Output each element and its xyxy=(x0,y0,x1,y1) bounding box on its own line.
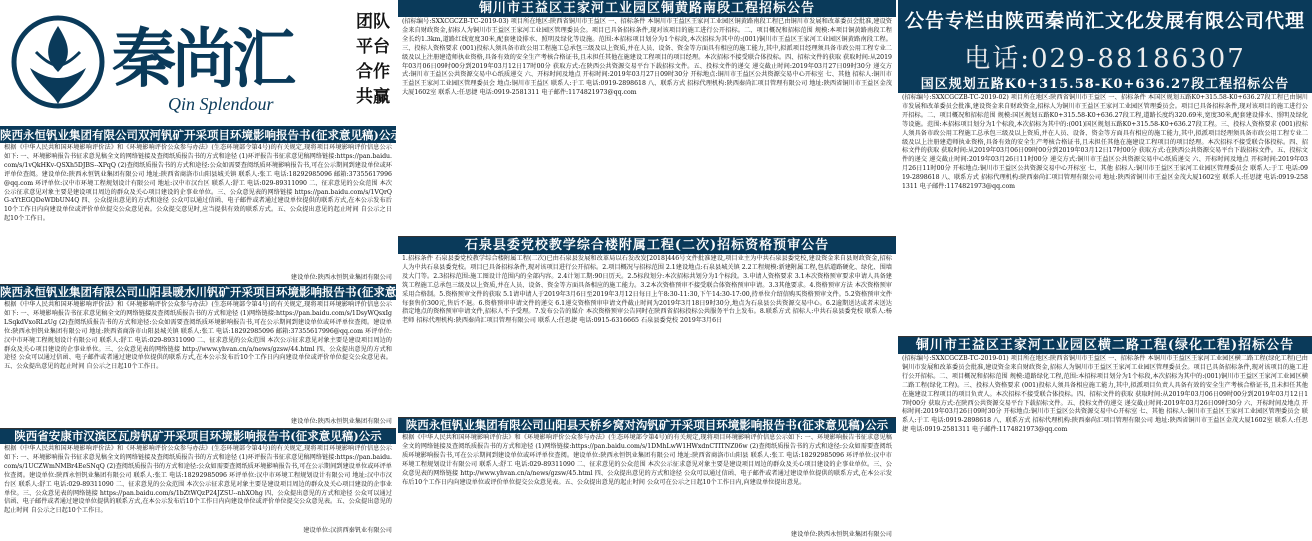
notice-title: 石泉县委党校教学综合楼附属工程(二次)招标资格预审公告 xyxy=(398,237,896,254)
logo-name-cn: 秦尚汇 xyxy=(112,22,292,97)
notice-tonghuang-road xyxy=(398,0,896,237)
notice-body: (招标编号:SXXCGCZB-TC-2019-01) 项目所在地区:陕西省铜川市王益区 一、招标条件 本铜川市王益区王家河工业园区横二路工程(绿化工程)已由铜川市发展和改革委员会批准,建设资金来自财政资金,招标人为铜川市王益区王家河工业园区管理委员会。项目已具备招标条件,现对该项目的施工进行公开招标。二、项目概况和招标范围 规模:道路绿化工程,范围:本招标项目划分为1个标段,本次招标为其中的:(001)铜川市王益区王家河工业园区横二路工程(绿化工程)。三、投标人资格要求 (001)投标人须具备相应施工能力,其中,拟派项目负责人具备有效的安全生产考核合格证书,且未担任其他在施建设工程项目的项目负责人。本次招标不接受联合体投标。四、招标文件的获取 获取时间:从2019年03月06日09时00分到2019年03月12日17时00分 获取方式:在陕西公共资源交易平台下载招标文件。五、投标文件的递交 递交截止时间:2019年03月26日09时30分 六、开标时间及地点 开标时间:2019年03月26日09时30分 开标地点:铜川市王益区公共资源交易中心开标室 七、其他 招标人:铜川市王益区王家河工业园区管理委员会 联系人:于工 电话:0919-2898618 八、联系方式 招标代理机构:陕西秦尚汇项目管理有限公司 地址:陕西省铜川市王益区金茂大厦1602室 联系人:任思捷 电话:0919-2581311 电子邮件:1174821973@qq.com xyxy=(902,355,1308,434)
notice-body: 1.招标条件 石泉县委党校教学综合楼附属工程(二次)已由石泉县发展和改革局以石发改发[2018]446号文件批准建设,项目业主为中共石泉县委党校,建设资金来自县财政资金,招标人为中共石泉县委党校。项目已具备招标条件,现对该项目进行公开招标。2.项目概况与招标范围 2.1建设地点:石泉县城关镇 2.2工程规模:新建附属工程,包括道路硬化、绿化、围墙及大门等。2.3招标范围:施工图设计范围内的全部内容。2.4计划工期:90日历天。2.5标段划分:本次招标共划分为1个标段。3.申请人资格要求 3.1本次资格预审要求申请人具备建筑工程施工总承包三级及以上资质,并在人员、设备、资金等方面具备相应的施工能力。3.2本次资格预审不接受联合体资格预审申请。3.3其他要求。4.资格预审方法 本次资格预审采用合格制。5.资格预审文件的获取 5.1请申请人于2019年3月6日至2019年3月12日每日上午8:30-11:30,下午14:30-17:00,持单位介绍信购买资格预审文件。5.2资格预审文件每套售价300元,售后不退。6.资格预审申请文件的递交 6.1递交资格预审申请文件截止时间为2019年3月18日9时30分,地点为石泉县公共资源交易中心。6.2逾期送达或者未送达指定地点的资格预审申请文件,招标人不予受理。7.发布公告的媒介 本次资格预审公告同时在陕西省招标投标公共服务平台上发布。8.联系方式 招标人:中共石泉县委党校 联系人:杨老师 招标代理机构:陕西秦尚汇项目管理有限公司 联系人:任思捷 电话:0915-6316665 石泉县委党校 2019年3月6日 xyxy=(402,255,892,325)
notice-wafang xyxy=(0,429,396,537)
notice-body: 根据《中华人民共和国环境影响评价法》和《环境影响评价公众参与办法》(生态环境部令第4号)的有关规定,现将项目环境影响评价信息公示如下: 一、环境影响报告书征求意见稿全文的网络链接及查阅纸质报告书的方式和途径 (1)网络链接:https://pan.baidu.com/s/1DsyWQsxIgLSqkdVxoRLzUg (2)查阅纸质报告书的方式和途径:公众如需要查阅纸质环境影响报告书,可在公示期间到建设单位或环评单位查阅。建设单位:陕西永恒钒业集团有限公司 地址:陕西省商洛市山阳县城关镇 联系人:张工 电话:18292985096 邮箱:37355617996@qq.com 环评单位:汉中市环境工程规划设计有限公司 联系人:舒工 电话:029-89311090 二、征求意见的公众范围 本次公示征求意见对象主要是建设项目周边的群众及关心项目建设的企事业单位。三、公众意见表的网络链接 http://www.yhvan.cn/a/news/gzsw/44.html 四、公众提出意见的方式和途径 公众可以通过信函、电子邮件或者通过建设单位提供的联系方式,在本公示发布后10个工作日内向建设单位或评价单位提交公众意见表。五、公众提出意见的起止时间 自公示之日起10个工作日。 xyxy=(4,301,392,371)
notice-title: 陕西省安康市汉滨区瓦房钒矿开采项目环境影响报告书(征求意见稿)公示 xyxy=(0,429,396,444)
notice-title: 陕西永恒钒业集团有限公司山阳县天桥乡窝对沟钒矿开采项目环境影响报告书(征求意见稿)公示 xyxy=(398,418,896,433)
middle-column xyxy=(398,0,896,540)
notice-signature: 建设单位:汉滨西秦钒业有限公司 xyxy=(303,527,392,534)
notice-shiquan-school xyxy=(398,237,896,418)
notice-body: (招标编号:SXXCGCZB-TC-2019-03) 项目所在地区:陕西省铜川市王益区 一、招标条件 本铜川市王益区王家河工业园区铜黄路南段工程已由铜川市发展和改革委员会批准,建设资金来自财政资金,招标人为铜川市王益区王家河工业园区管理委员会。项目已具备招标条件,现对该项目的施工进行公开招标。二、项目概况和招标范围 规模:本项目铜黄路南段工程全长约1.3km,道路红线宽度30米,配套建设排水、照明及绿化等设施。范围:本招标项目划分为1个标段,本次招标为其中的:(001)铜川市王益区王家河工业园区铜黄路南段工程。三、投标人资格要求 (001)投标人须具备市政公用工程施工总承包三级及以上资质,并在人员、设备、资金等方面具有相应的施工能力,其中,拟派项目经理须具备市政公用工程专业二级及以上注册建造师执业资格,具备有效的安全生产考核合格证书,且未担任其他在施建设工程项目的项目经理。本次招标不接受联合体投标。四、招标文件的获取 获取时间:从2019年03月06日09时00分到2019年03月12日17时00分 获取方式:在陕西公共资源交易平台下载招标文件。五、投标文件的递交 递交截止时间:2019年03月27日09时30分 递交方式:铜川市王益区公共资源交易中心纸质递交 六、开标时间及地点 开标时间:2019年03月27日09时30分 开标地点:铜川市王益区公共资源交易中心开标室 七、其他 招标人:铜川市王益区王家河工业园区管理委员会 地点:铜川市王益区 联系人:于工 电话:0919-2898618 八、联系方式 招标代理机构:陕西秦尚汇项目管理有限公司 地址:陕西省铜川市王益区金茂大厦1602室 联系人:任思捷 电话:0919-2581311 电子邮件:1174821973@qq.com xyxy=(402,18,892,97)
notice-woduigou xyxy=(398,418,896,540)
left-column xyxy=(0,0,448,540)
notice-title: 陕西永恒钒业集团有限公司山阳县暖水川钒矿开采项目环境影响报告书(征求意见稿)公示 xyxy=(0,285,448,299)
agency-ad-phone: 电话:029-88186307 xyxy=(964,44,1246,74)
right-column xyxy=(898,0,1312,540)
notice-body: 根据《中华人民共和国环境影响评价法》和《环境影响评价公众参与办法》(生态环境部令第4号)的有关规定,现将项目环境影响评价信息公示如下: 一、环境影响报告书征求意见稿全文的网络链接及查阅纸质报告书的方式和途径 (1)环评报告书征求意见稿网络链接:https://pan.baidu.com/s/1vQkHKv-QSXh5DJBS--XPqQ (2)查阅纸质报告书的方式和途径:公众如需要查阅纸质环境影响报告书,可在公示期间到建设单位或环评单位查阅。建设单位:陕西永恒钒业集团有限公司 地址:陕西省商洛市山阳县城关镇 联系人:张工 电话:18292985096 邮箱:37355617996@qq.com 环评单位:汉中市环境工程规划设计有限公司 地址:汉中市汉台区 联系人:舒工 电话:029-89311090 二、征求意见的公众范围 本次公示征求意见对象主要是建设项目周边的群众及关心项目建设的企事业单位。三、公众意见表的网络链接 https://pan.baidu.com/s/1VQrQG-xYtEGQDeWDbUN4Q 四、公众提出意见的方式和途径 公众可以通过信函、电子邮件或者通过建设单位提供的联系方式,在本公示发布后10个工作日内向建设单位或评价单位提交公众意见表。公众提交意见时,应当提供有效的联系方式。五、公众提出意见的起止时间 自公示之日起10个工作日。 xyxy=(4,144,392,223)
notice-title: 铜川市王益区王家河工业园区横二路工程(绿化工程)招标公告 xyxy=(898,337,1312,354)
notice-signature: 建设单位:陕西永恒钒业集团有限公司 xyxy=(790,531,892,538)
notice-signature: 建设单位:陕西永恒钒业集团有限公司 xyxy=(290,274,392,281)
slogan-line: 共赢 xyxy=(356,87,390,107)
logo-name-en: Qin Splendour xyxy=(168,94,274,114)
notice-body: (招标编号:SXXCGCZB-TC-2019-02) 项目所在地区:陕西省铜川市王益区 一、招标条件 本国区规划五路K0+315.58-K0+636.27段工程已由铜川市发展和改革委员会批准,建设资金来自财政资金,招标人为铜川市王益区王家河工业园区管理委员会。项目已具备招标条件,现对该项目的施工进行公开招标。二、项目概况和招标范围 规模:国区规划五路K0+315.58-K0+636.27段工程,道路长度约320.69米,宽度30米,配套建设排水、照明及绿化等设施。范围:本招标项目划分为1个标段,本次招标为其中的:(001)国区规划五路K0+315.58-K0+636.27段工程。三、投标人资格要求 (001)投标人须具备市政公用工程施工总承包三级及以上资质,并在人员、设备、资金等方面具有相应的施工能力,其中,拟派项目经理须具备市政公用工程专业二级及以上注册建造师执业资格,具备有效的安全生产考核合格证书,且未担任其他在施建设工程项目的项目经理。本次招标不接受联合体投标。四、招标文件的获取 获取时间:从2019年03月06日09时00分到2019年03月12日17时00分 获取方式:在陕西公共资源交易平台下载招标文件。五、投标文件的递交 递交截止时间:2019年03月26日11时00分 递交方式:铜川市王益区公共资源交易中心纸质递交 六、开标时间及地点 开标时间:2019年03月26日11时00分 开标地点:铜川市王益区公共资源交易中心开标室 七、其他 招标人:铜川市王益区王家河工业园区管理委员会 联系人:于工 电话:0919-2898618 八、联系方式 招标代理机构:陕西秦尚汇项目管理有限公司 地址:陕西省铜川市王益区金茂大厦1602室 联系人:任思捷 电话:0919-2581311 电子邮件:1174821973@qq.com xyxy=(902,94,1308,191)
notice-heng2-road-greening xyxy=(898,337,1312,537)
notice-title: 铜川市王益区王家河工业园区铜黄路南段工程招标公告 xyxy=(398,0,896,17)
notice-planning-road-5 xyxy=(898,76,1312,337)
notice-body: 根据《中华人民共和国环境影响评价法》和《环境影响评价公众参与办法》(生态环境部令第4号)的有关规定,现将项目环境影响评价信息公示如下: 一、环境影响报告书征求意见稿全文的网络链接及查阅纸质报告书的方式和途径 (1)网络链接:https://pan.baidu.com/s/1DMhLwW1HWxdnCTITNZ06w (2)查阅纸质报告书的方式和途径:公众如需要查阅纸质环境影响报告书,可在公示期间到建设单位或环评单位查阅。建设单位:陕西永恒钒业集团有限公司 地址:陕西省商洛市山阳县 联系人:张工 电话:18292985096 环评单位:汉中市环境工程规划设计有限公司 联系人:舒工 电话:029-89311090 二、征求意见的公众范围 本次公示征求意见对象主要是建设项目周边的群众及关心项目建设的企事业单位。三、公众意见表的网络链接 http://www.yhvan.cn/a/news/gzsw/45.html 四、公众提出意见的方式和途径 公众可以通过信函、电子邮件或者通过建设单位提供的联系方式,在本公示发布后10个工作日内向建设单位或评价单位提交公众意见表。五、公众提出意见的起止时间 公众可在公示之日起10个工作日内,向建设单位提出意见。 xyxy=(402,434,892,486)
slogan-line: 合作 xyxy=(356,62,390,82)
notice-signature: 建设单位:陕西永恒钒业集团有限公司 xyxy=(290,418,392,425)
logo-emblem-icon xyxy=(8,12,108,116)
slogan xyxy=(356,10,390,110)
notice-title: 陕西永恒钒业集团有限公司双河钒矿开采项目环境影响报告书(征求意见稿)公示 xyxy=(0,128,402,142)
notice-nuanshuichuan xyxy=(0,285,448,429)
notice-title: 国区规划五路K0+315.58-K0+636.27段工程招标公告 xyxy=(898,76,1312,93)
notice-body: 根据《中华人民共和国环境影响评价法》和《环境影响评价公众参与办法》(生态环境部令第4号)的有关规定,现将项目环境影响评价信息公示如下: 一、环境影响报告书征求意见稿全文的网络链接及查阅纸质报告书的方式和途径 (1)环评报告书征求意见稿网络链接:https://pan.baidu.com/s/1UCZWmNMBr4EeSNqQ (2)查阅纸质报告书的方式和途径:公众如需要查阅纸质环境影响报告书,可在公示期间到建设单位或环评单位查阅。建设单位:陕西永恒钒业集团有限公司 联系人:张工 电话:18292985096 环评单位:汉中市环境工程规划设计有限公司 地址:汉中市汉台区 联系人:舒工 电话:029-89311090 二、征求意见的公众范围 本次公示征求意见对象主要是建设项目周边的群众及关心项目建设的企事业单位。三、公众意见表的网络链接 https://pan.baidu.com/s/1bZtWQzP24JZSU--nhXOhg 四、公众提出意见的方式和途径 公众可以通过信函、电子邮件或者通过建设单位提供的联系方式,在本公示发布后10个工作日内向建设单位或评价单位提交公众意见表。五、公众提出意见的起止时间 自公示之日起10个工作日。 xyxy=(4,445,392,515)
agency-ad xyxy=(898,0,1312,76)
slogan-line: 团队 xyxy=(356,12,390,32)
slogan-line: 平台 xyxy=(356,37,390,57)
agency-ad-title: 公告专栏由陕西秦尚汇文化发展有限公司代理 xyxy=(904,10,1305,32)
logo-banner xyxy=(0,0,396,128)
notice-shuanghe xyxy=(0,128,402,285)
